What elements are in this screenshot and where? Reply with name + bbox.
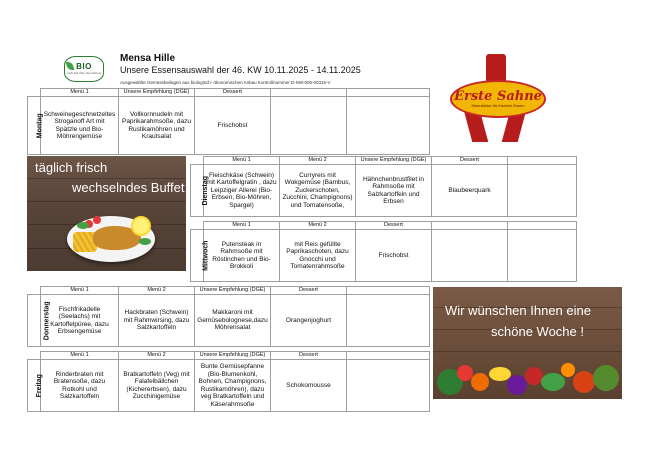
erste-sahne-logo xyxy=(448,54,544,146)
menu-cell xyxy=(271,97,347,155)
menu-cell: Fischfrikadelle (Seelachs) mit Kartoffelpüree, dazu Erbsengemüse xyxy=(41,295,119,347)
table-freitag xyxy=(27,351,430,412)
day-cell xyxy=(28,295,51,347)
menu-cell xyxy=(432,230,508,282)
buffet-text-2: wechselndes Buffet xyxy=(72,180,185,195)
menu-cell: mit Reis gefüllte Paprikaschoten, dazu Gnocchi und Tomatenrahmsoße xyxy=(280,230,356,282)
header-cell: Dessert xyxy=(271,352,347,360)
page-title: Mensa Hille xyxy=(120,53,176,64)
day-label: Montag xyxy=(36,113,44,138)
header-cell: Dessert xyxy=(432,157,508,165)
menu-cell: Orangenjoghurt xyxy=(271,295,347,347)
menu-cell: Curryreis mit Wokgemüse (Bambus, Zuckerschoten, Zucchini, Champignons) und Tomatensoße, xyxy=(280,165,356,217)
brand-tagline: Manufaktur für frisches Essen xyxy=(471,103,525,108)
menu-cell: Vollkornnudeln mit Paprikarahmsoße, dazu Rustikamöhren und Krautsalat xyxy=(119,97,195,155)
buffet-image xyxy=(27,156,186,271)
menu-cell: Frischobst xyxy=(356,230,432,282)
bio-logo-sub: nach EG-Öko-Verordnung xyxy=(66,71,102,75)
header-cell: Menü 1 xyxy=(204,222,280,230)
page-subtitle: Unsere Essensauswahl der 46. KW 10.11.2025 - 14.11.2025 xyxy=(120,65,361,75)
header-cell: Menü 1 xyxy=(41,89,119,97)
menu-cell: Fleischkäse (Schwein) mit Kartoffelgratin , dazu Leipziger Allerei (Bio-Erbsen, Bio-Möhren, Spargel) xyxy=(204,165,280,217)
menu-cell: Frischobst xyxy=(195,97,271,155)
table-mittwoch xyxy=(190,221,577,282)
day-label: Dienstag xyxy=(202,175,210,206)
header-cell xyxy=(432,222,508,230)
menu-cell: Hackbraten (Schwein) mit Rahmwirsing, dazu Salzkartoffeln xyxy=(119,295,195,347)
menu-cell xyxy=(347,97,430,155)
day-cell xyxy=(28,97,44,155)
day-label: Freitag xyxy=(35,373,43,398)
header-cell: Menü 2 xyxy=(119,352,195,360)
menu-cell: Bunte Gemüsepfanne (Bio-Blumenkohl, Bohnen, Champignons, Rustikamöhren), dazu veg Bratkartoffeln und Käserahmsoße xyxy=(195,360,271,412)
header-cell: Dessert xyxy=(356,222,432,230)
menu-cell xyxy=(347,295,430,347)
header-cell xyxy=(347,89,430,97)
menu-cell: Schweinegeschnetzeltes Stroganoff Art mit Spätzle und Bio-Möhrengemüse xyxy=(41,97,119,155)
menu-cell: Bratkartoffeln (Veg) mit Falafelbällchen (Kichererbsen), dazu Zucchinigemüse xyxy=(119,360,195,412)
header-cell: Menü 1 xyxy=(204,157,280,165)
day-cell xyxy=(191,230,210,282)
menu-cell xyxy=(347,360,430,412)
day-cell xyxy=(28,360,41,412)
day-cell xyxy=(191,165,210,217)
leaf-icon xyxy=(65,60,74,71)
bio-logo-text: BIO xyxy=(76,62,92,71)
header-cell: Menü 2 xyxy=(119,287,195,295)
buffet-text-1: täglich frisch xyxy=(35,160,108,175)
bio-logo xyxy=(64,56,104,82)
day-label: Mittwoch xyxy=(202,240,210,271)
table-dienstag xyxy=(190,156,577,217)
menu-cell xyxy=(508,230,577,282)
bio-control-note: Ausgewählte Gemüsebeilagen aus biologisch- ökonomischen Anbau Kontrollnummer D-NW-006-00315-V xyxy=(120,80,331,85)
week-wishes-text-1: Wir wünschen Ihnen eine xyxy=(445,303,591,318)
day-label: Donnerstag xyxy=(43,301,51,340)
header-cell: Menü 2 xyxy=(280,157,356,165)
header-cell: Menü 1 xyxy=(41,287,119,295)
header-cell xyxy=(508,157,577,165)
header-cell xyxy=(347,287,430,295)
menu-cell xyxy=(508,165,577,217)
header-cell: Menü 2 xyxy=(280,222,356,230)
header-cell xyxy=(508,222,577,230)
menu-cell: Putensteak in Rahmsoße mit Röstinchen und Bio-Brokkoli xyxy=(204,230,280,282)
menu-cell: Rinderbraten mit Bratensoße, dazu Rotkohl und Salzkartoffeln xyxy=(41,360,119,412)
header-cell: Unsere Empfehlung (DGE) xyxy=(356,157,432,165)
header-cell: Unsere Empfehlung (DGE) xyxy=(195,287,271,295)
header-cell: Unsere Empfehlung (DGE) xyxy=(119,89,195,97)
menu-cell: Blaubeerquark xyxy=(432,165,508,217)
header-cell: Unsere Empfehlung (DGE) xyxy=(195,352,271,360)
menu-cell: Makkaroni mit Gemüsebolognese,dazu Möhrensalat xyxy=(195,295,271,347)
header-cell xyxy=(271,89,347,97)
header-cell: Dessert xyxy=(271,287,347,295)
header-cell xyxy=(347,352,430,360)
header-cell: Menü 1 xyxy=(41,352,119,360)
week-wishes-image xyxy=(433,287,622,399)
week-wishes-text-2: schöne Woche ! xyxy=(491,324,584,339)
table-montag xyxy=(27,88,430,155)
table-donnerstag xyxy=(27,286,430,347)
brand-name: Erste Sahne xyxy=(454,89,542,104)
menu-cell: Schokomousse xyxy=(271,360,347,412)
menu-cell: Hähnchenbrustfilet in Rahmsoße mit Salzkartoffeln und Erbsen xyxy=(356,165,432,217)
header-cell: Dessert xyxy=(195,89,271,97)
